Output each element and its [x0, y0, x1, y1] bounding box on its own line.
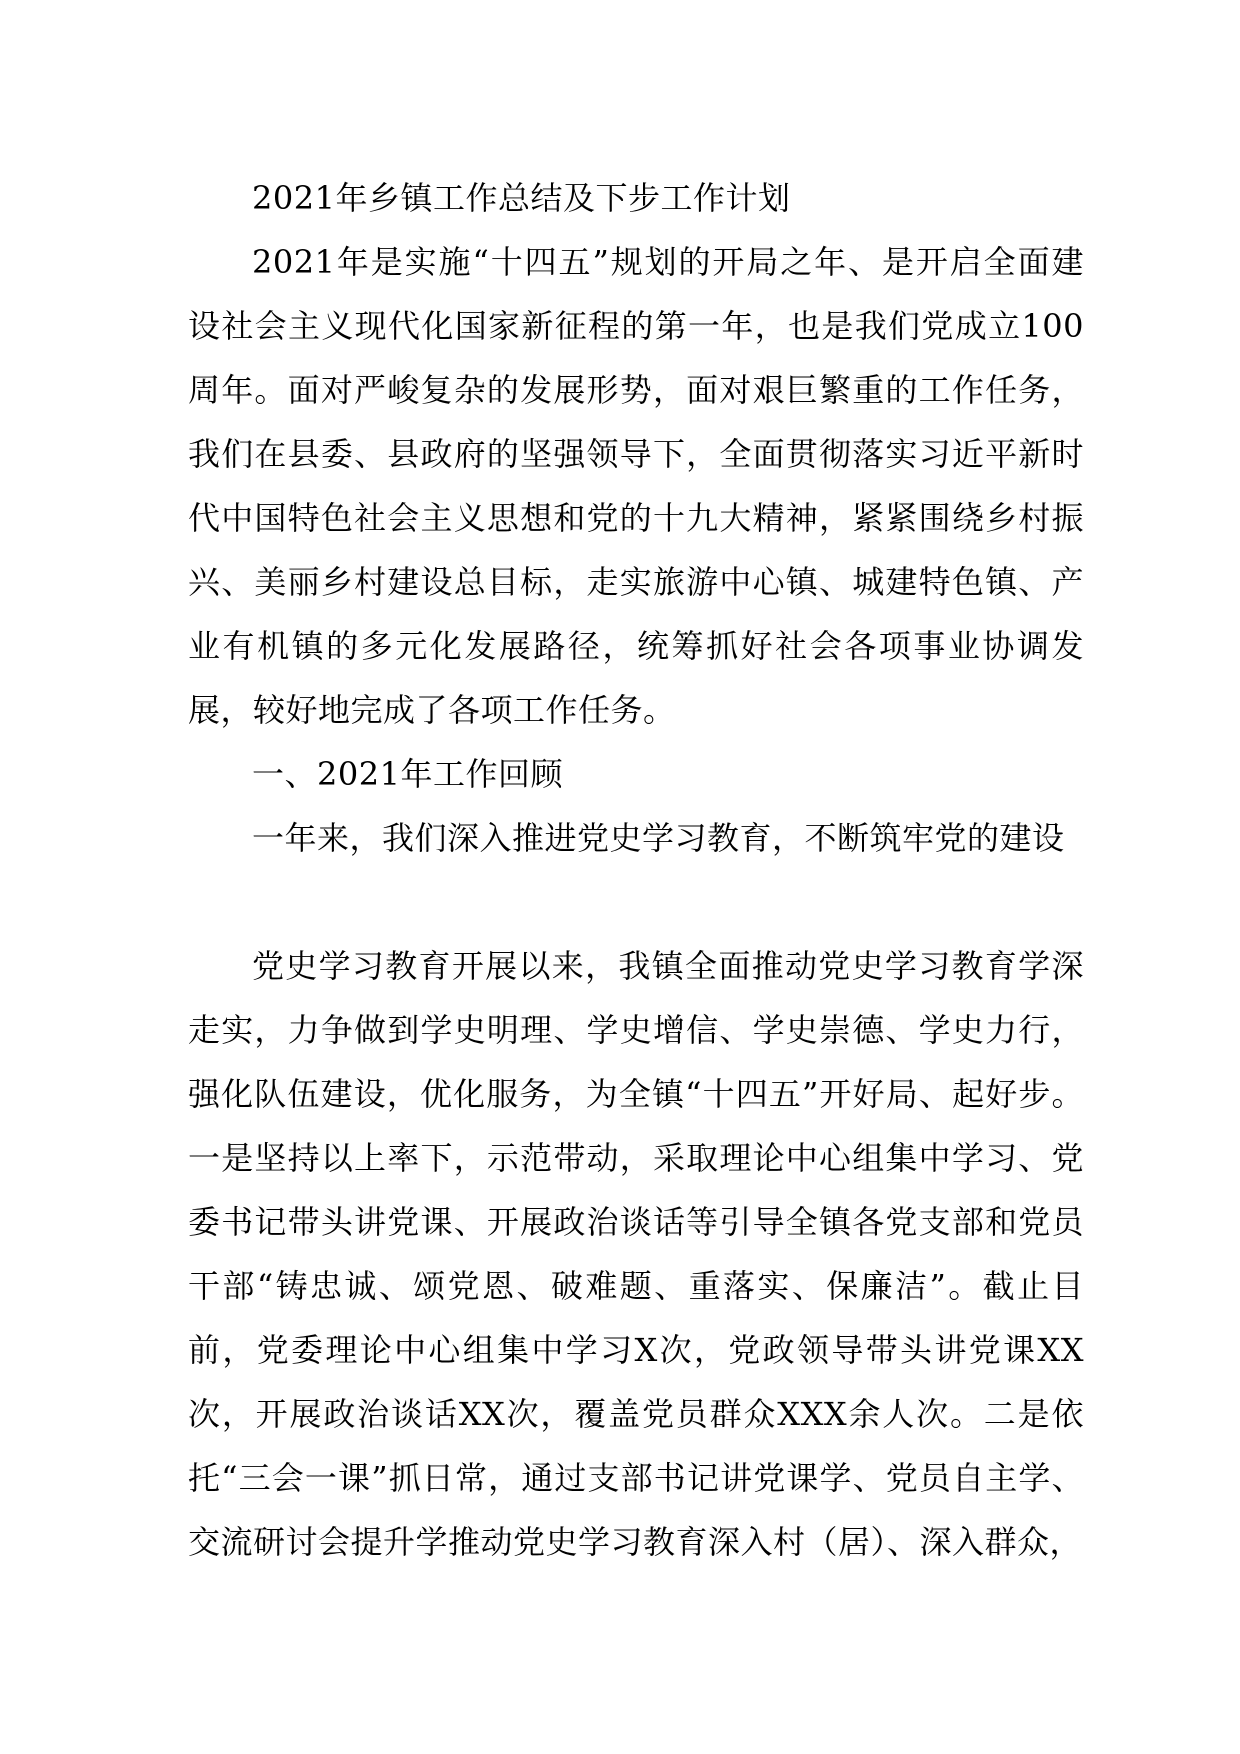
- subheading-paragraph: 一年来，我们深入推进党史学习教育，不断筑牢党的建设: [252, 819, 1065, 857]
- section-heading: 一、2021年工作回顾: [252, 755, 563, 793]
- intro-paragraph: 2021年是实施“十四五”规划的开局之年、是开启全面建设社会主义现代化国家新征程的第一年，也是我们党成立100周年。面对严峻复杂的发展形势，面对艰巨繁重的工作任务，我们在县委、县政府的坚强领导下，全面贯彻落实习近平新时代中国特色社会主义思想和党的十九大精神，紧紧围绕乡村振兴、美丽乡村建设总目标，走实旅游中心镇、城建特色镇、产业有机镇的多元化发展路径，统筹抓好社会各项事业协调发展，较好地完成了各项工作任务。: [188, 243, 1084, 729]
- body-paragraph: 党史学习教育开展以来，我镇全面推动党史学习教育学深走实，力争做到学史明理、学史增信、学史崇德、学史力行，强化队伍建设，优化服务，为全镇“十四五”开好局、起好步。一是坚持以上率下，示范带动，采取理论中心组集中学习、党委书记带头讲党课、开展政治谈话等引导全镇各党支部和党员干部“铸忠诚、颂党恩、破难题、重落实、保廉洁”。截止目前，党委理论中心组集中学习X次，党政领导带头讲党课XX次，开展政治谈话XX次，覆盖党员群众XXX余人次。二是依托“三会一课”抓日常，通过支部书记讲党课学、党员自主学、交流研讨会提升学推动党史学习教育深入村（居）、深入群众，: [188, 947, 1084, 1561]
- paragraph-gap: [188, 870, 1084, 934]
- document-body: [188, 166, 1084, 1574]
- document-title: 2021年乡镇工作总结及下步工作计划: [252, 179, 791, 217]
